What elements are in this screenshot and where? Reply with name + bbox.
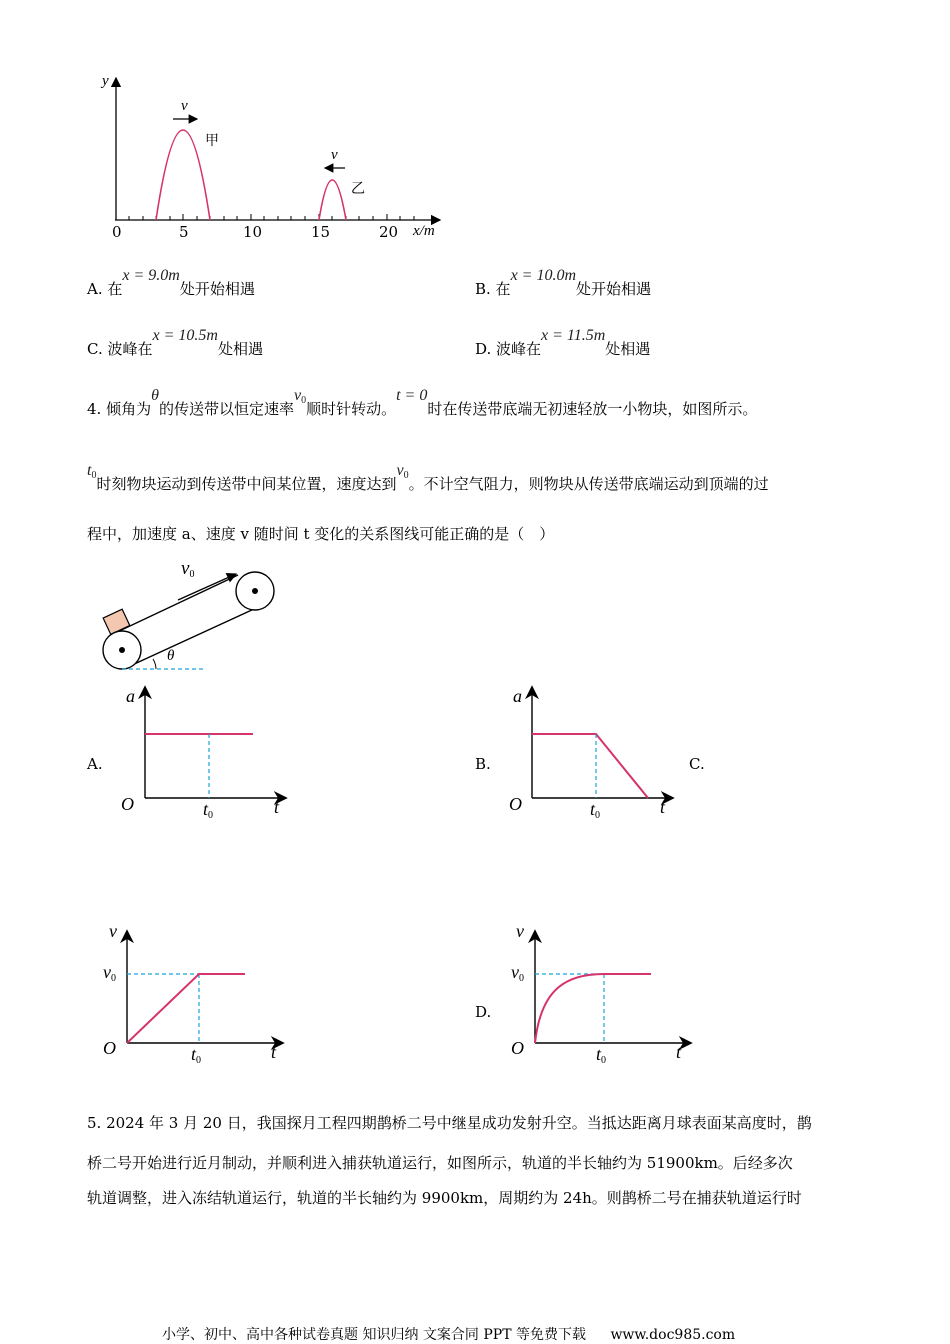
graph-d-letter[interactable]: D. (475, 1003, 492, 1021)
belt-v0-label: v0 (181, 558, 195, 580)
graph-d-line (535, 974, 651, 1043)
wave-tick-10: 10 (243, 223, 263, 241)
wave-y-label: y (102, 73, 109, 89)
belt-angle-label: θ (167, 648, 175, 664)
q4-line-2: t0时刻物块运动到传送带中间某位置，速度达到v0。不计空气阻力，则物块从传送带底端运动到顶端的过 (87, 462, 769, 493)
graph-a-origin: O (121, 794, 134, 814)
graph-d-x-label: t (676, 1042, 682, 1062)
graph-c-y-label: v (109, 921, 117, 941)
graph-c-line (127, 974, 245, 1043)
graph-b-line (532, 734, 648, 798)
q4-line-1: 4. 倾角为θ的传送带以恒定速率v0顺时针转动。t = 0时在传送带底端无初速轻放一小物块，如图所示。 (87, 387, 758, 418)
wave-tick-15: 15 (311, 223, 331, 241)
graph-d-origin: O (511, 1038, 524, 1058)
graph-a-x-label: t (274, 797, 280, 817)
wave-label-yi: 乙 (351, 181, 365, 197)
graph-d-tick: t0 (596, 1044, 607, 1066)
q5-line-2: 桥二号开始进行近月制动，并顺利进入捕获轨道运行，如图所示，轨道的半长轴约为 51900km。后经多次 (87, 1154, 793, 1172)
graph-c-x-label: t (271, 1042, 277, 1062)
q3-option-a[interactable]: A. 在x = 9.0m处开始相遇 (87, 267, 255, 298)
q3-option-c[interactable]: C. 波峰在x = 10.5m处相遇 (87, 327, 263, 358)
wave-jia (156, 130, 210, 220)
wave-label-jia: 甲 (205, 133, 219, 149)
graph-b-letter[interactable]: B. (475, 755, 491, 773)
graph-a-tick: t0 (203, 799, 214, 821)
block (103, 609, 130, 634)
wave-v-label-2: v (331, 147, 338, 163)
graph-a-y-label: a (126, 686, 135, 706)
graph-c-level: v0 (103, 962, 116, 984)
footer-text: 小学、初中、高中各种试卷真题 知识归纳 文案合同 PPT 等免费下载 (162, 1327, 586, 1343)
graph-b-origin: O (509, 794, 522, 814)
graph-d-y-label: v (516, 921, 524, 941)
q4-line-3: 程中，加速度 a、速度 v 随时间 t 变化的关系图线可能正确的是（ ） (87, 525, 555, 543)
graph-c-letter[interactable]: C. (689, 755, 705, 773)
graph-b-tick: t0 (590, 799, 601, 821)
wave-v-label-1: v (181, 98, 188, 114)
q3-option-d[interactable]: D. 波峰在x = 11.5m处相遇 (475, 327, 651, 358)
wave-figure (95, 70, 455, 245)
q3-option-b[interactable]: B. 在x = 10.0m处开始相遇 (475, 267, 652, 298)
wave-tick-20: 20 (379, 223, 399, 241)
wave-x-label: x/m (413, 223, 435, 239)
wave-tick-5: 5 (179, 223, 189, 241)
q5-line-3: 轨道调整，进入冻结轨道运行，轨道的半长轴约为 9900km，周期约为 24h。则鹊桥二号在捕获轨道运行时 (87, 1189, 802, 1207)
graph-c (100, 927, 290, 1057)
graph-c-tick: t0 (191, 1044, 202, 1066)
footer (162, 1324, 735, 1344)
graph-c-origin: O (103, 1038, 116, 1058)
q5-line-1: 5. 2024 年 3 月 20 日，我国探月工程四期鹊桥二号中继星成功发射升空。当抵达距离月球表面某高度时，鹊 (87, 1114, 812, 1132)
wave-tick-0: 0 (112, 223, 122, 241)
graph-d-level: v0 (511, 962, 524, 984)
footer-url[interactable]: www.doc985.com (610, 1327, 736, 1343)
graph-d (508, 927, 698, 1057)
wave-yi (319, 180, 346, 220)
graph-b-x-label: t (660, 797, 666, 817)
graph-b-y-label: a (513, 686, 522, 706)
graph-a-letter[interactable]: A. (87, 755, 103, 773)
